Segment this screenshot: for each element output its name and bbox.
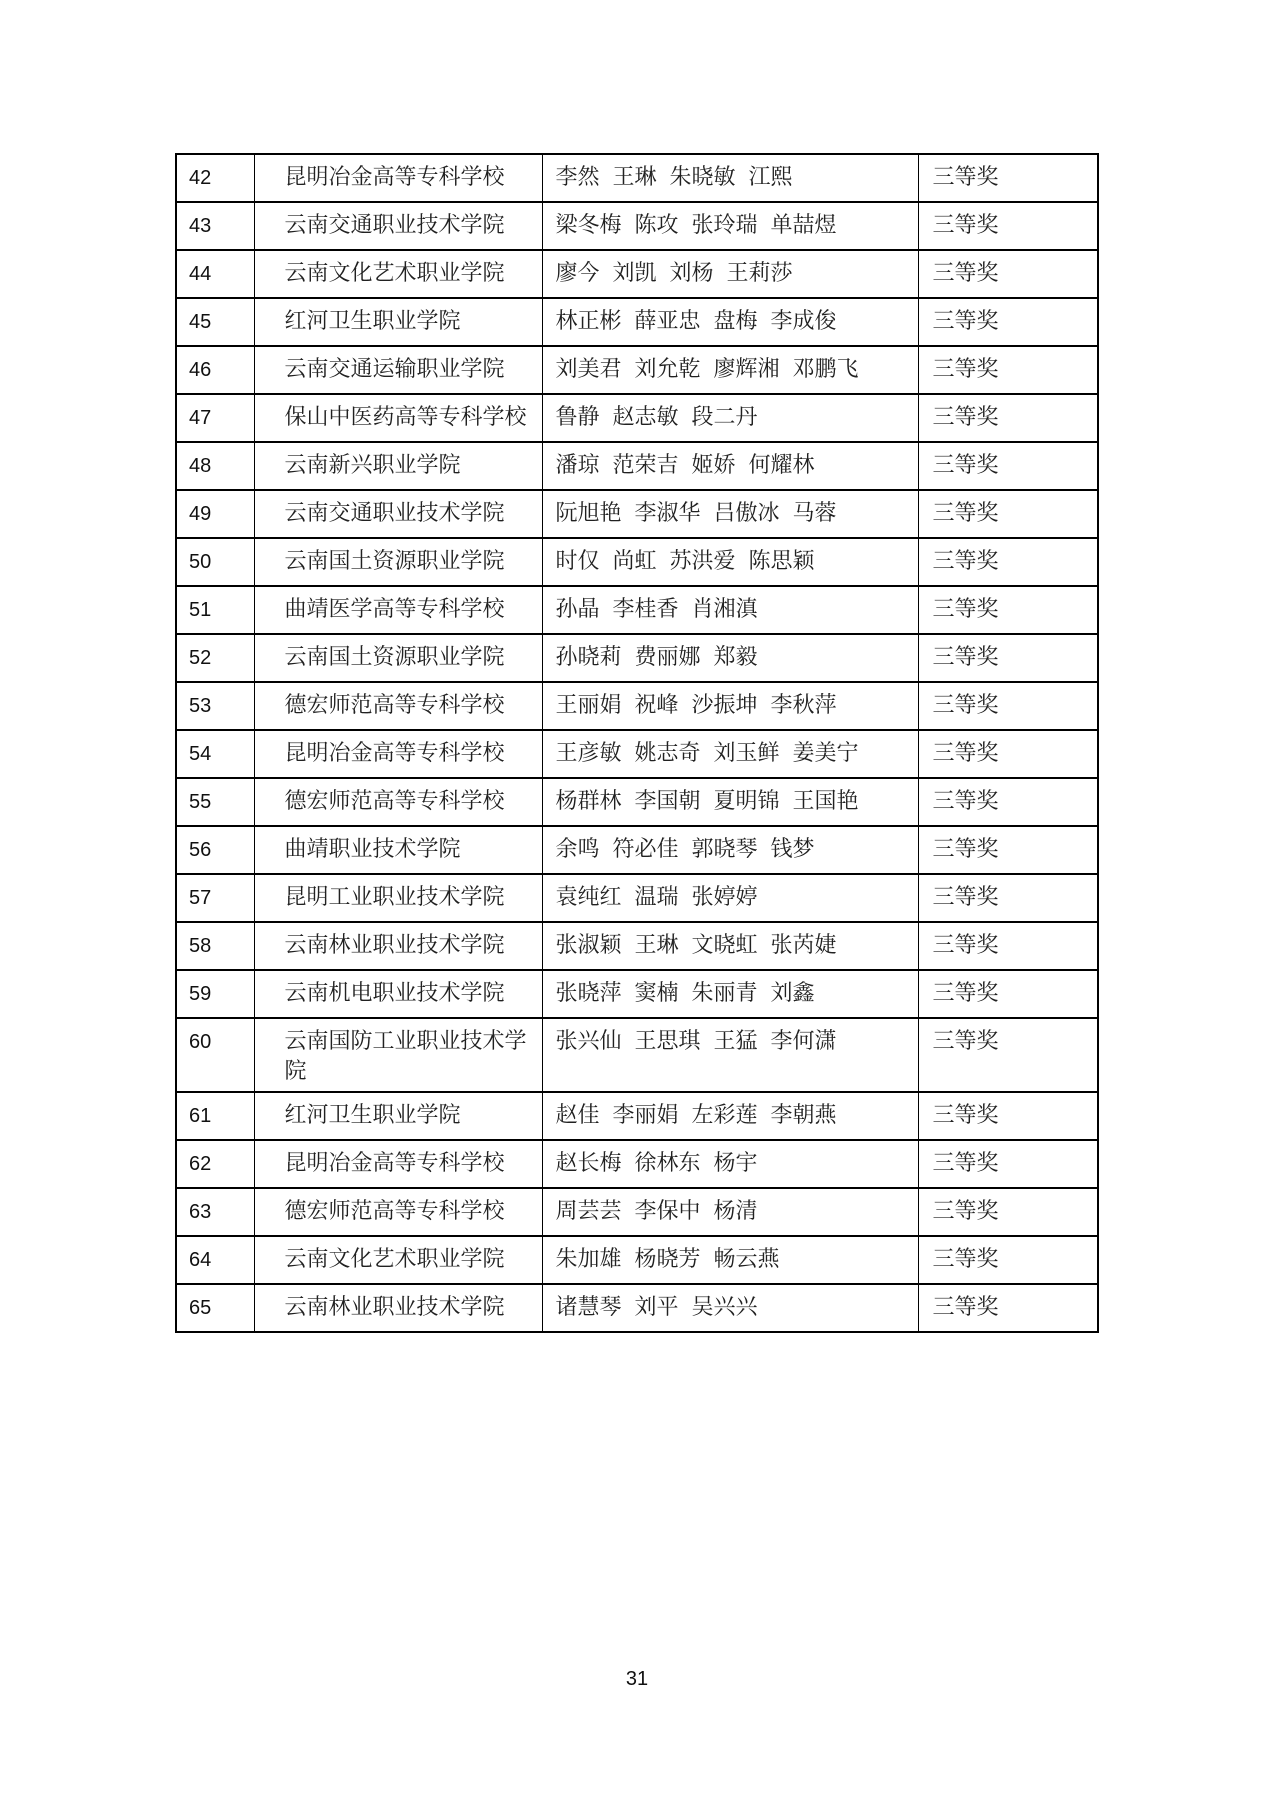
- table-row: [176, 1188, 1098, 1236]
- row-number-cell: 43: [176, 202, 254, 250]
- row-number-cell: 54: [176, 730, 254, 778]
- table-row: [176, 1018, 1098, 1092]
- school-cell: 云南国土资源职业学院: [254, 634, 542, 682]
- row-number-cell: 53: [176, 682, 254, 730]
- names-cell: 张兴仙 王思琪 王猛 李何潇: [542, 1018, 918, 1092]
- school-cell: 云南交通职业技术学院: [254, 490, 542, 538]
- school-cell: 云南林业职业技术学院: [254, 1284, 542, 1332]
- award-cell: 三等奖: [918, 826, 1098, 874]
- names-cell: 杨群林 李国朝 夏明锦 王国艳: [542, 778, 918, 826]
- row-number-cell: 52: [176, 634, 254, 682]
- award-table-body: [176, 154, 1098, 1332]
- school-cell: 昆明冶金高等专科学校: [254, 154, 542, 202]
- row-number-cell: 49: [176, 490, 254, 538]
- row-number-cell: 42: [176, 154, 254, 202]
- school-cell: 昆明工业职业技术学院: [254, 874, 542, 922]
- award-cell: 三等奖: [918, 442, 1098, 490]
- award-cell: 三等奖: [918, 634, 1098, 682]
- school-cell: 云南新兴职业学院: [254, 442, 542, 490]
- award-cell: 三等奖: [918, 1236, 1098, 1284]
- table-row: [176, 682, 1098, 730]
- names-cell: 王丽娟 祝峰 沙振坤 李秋萍: [542, 682, 918, 730]
- school-cell: 云南文化艺术职业学院: [254, 250, 542, 298]
- row-number-cell: 45: [176, 298, 254, 346]
- names-cell: 赵佳 李丽娟 左彩莲 李朝燕: [542, 1092, 918, 1140]
- names-cell: 梁冬梅 陈攻 张玲瑞 单喆煜: [542, 202, 918, 250]
- school-cell: 保山中医药高等专科学校: [254, 394, 542, 442]
- school-cell: 红河卫生职业学院: [254, 1092, 542, 1140]
- award-cell: 三等奖: [918, 682, 1098, 730]
- award-cell: 三等奖: [918, 346, 1098, 394]
- school-cell: 云南林业职业技术学院: [254, 922, 542, 970]
- row-number-cell: 62: [176, 1140, 254, 1188]
- table-row: [176, 970, 1098, 1018]
- school-cell: 云南文化艺术职业学院: [254, 1236, 542, 1284]
- award-table: [175, 153, 1099, 1333]
- table-row: [176, 586, 1098, 634]
- names-cell: 潘琼 范荣吉 姬娇 何耀林: [542, 442, 918, 490]
- school-cell: 德宏师范高等专科学校: [254, 778, 542, 826]
- award-cell: 三等奖: [918, 154, 1098, 202]
- row-number-cell: 60: [176, 1018, 254, 1092]
- award-cell: 三等奖: [918, 1188, 1098, 1236]
- award-cell: 三等奖: [918, 490, 1098, 538]
- row-number-cell: 46: [176, 346, 254, 394]
- table-row: [176, 346, 1098, 394]
- row-number-cell: 58: [176, 922, 254, 970]
- school-cell: 云南机电职业技术学院: [254, 970, 542, 1018]
- row-number-cell: 55: [176, 778, 254, 826]
- award-cell: 三等奖: [918, 1092, 1098, 1140]
- names-cell: 余鸣 符必佳 郭晓琴 钱梦: [542, 826, 918, 874]
- award-cell: 三等奖: [918, 298, 1098, 346]
- names-cell: 张晓萍 窦楠 朱丽青 刘鑫: [542, 970, 918, 1018]
- award-cell: 三等奖: [918, 778, 1098, 826]
- row-number-cell: 44: [176, 250, 254, 298]
- table-row: [176, 1092, 1098, 1140]
- school-cell: 德宏师范高等专科学校: [254, 682, 542, 730]
- row-number-cell: 61: [176, 1092, 254, 1140]
- award-cell: 三等奖: [918, 202, 1098, 250]
- table-row: [176, 442, 1098, 490]
- school-cell: 昆明冶金高等专科学校: [254, 1140, 542, 1188]
- names-cell: 阮旭艳 李淑华 吕傲冰 马蓉: [542, 490, 918, 538]
- award-cell: 三等奖: [918, 922, 1098, 970]
- names-cell: 周芸芸 李保中 杨清: [542, 1188, 918, 1236]
- names-cell: 赵长梅 徐林东 杨宇: [542, 1140, 918, 1188]
- table-row: [176, 154, 1098, 202]
- table-row: [176, 250, 1098, 298]
- row-number-cell: 57: [176, 874, 254, 922]
- names-cell: 朱加雄 杨晓芳 畅云燕: [542, 1236, 918, 1284]
- names-cell: 林正彬 薛亚忠 盘梅 李成俊: [542, 298, 918, 346]
- table-row: [176, 1284, 1098, 1332]
- row-number-cell: 48: [176, 442, 254, 490]
- table-row: [176, 874, 1098, 922]
- award-cell: 三等奖: [918, 1284, 1098, 1332]
- award-cell: 三等奖: [918, 874, 1098, 922]
- table-row: [176, 394, 1098, 442]
- row-number-cell: 63: [176, 1188, 254, 1236]
- table-row: [176, 1236, 1098, 1284]
- names-cell: 刘美君 刘允乾 廖辉湘 邓鹏飞: [542, 346, 918, 394]
- school-cell: 云南国土资源职业学院: [254, 538, 542, 586]
- table-row: [176, 298, 1098, 346]
- award-cell: 三等奖: [918, 970, 1098, 1018]
- award-cell: 三等奖: [918, 730, 1098, 778]
- names-cell: 孙晓莉 费丽娜 郑毅: [542, 634, 918, 682]
- school-cell: 云南交通职业技术学院: [254, 202, 542, 250]
- page-number: 31: [625, 1668, 649, 1690]
- table-row: [176, 1140, 1098, 1188]
- row-number-cell: 50: [176, 538, 254, 586]
- names-cell: 鲁静 赵志敏 段二丹: [542, 394, 918, 442]
- award-cell: 三等奖: [918, 538, 1098, 586]
- names-cell: 张淑颖 王琳 文晓虹 张芮婕: [542, 922, 918, 970]
- names-cell: 时仅 尚虹 苏洪爱 陈思颖: [542, 538, 918, 586]
- table-row: [176, 202, 1098, 250]
- names-cell: 袁纯红 温瑞 张婷婷: [542, 874, 918, 922]
- school-cell: 云南国防工业职业技术学院: [254, 1018, 542, 1092]
- names-cell: 李然 王琳 朱晓敏 江熙: [542, 154, 918, 202]
- school-cell: 曲靖医学高等专科学校: [254, 586, 542, 634]
- table-row: [176, 490, 1098, 538]
- school-cell: 昆明冶金高等专科学校: [254, 730, 542, 778]
- award-cell: 三等奖: [918, 586, 1098, 634]
- table-row: [176, 634, 1098, 682]
- names-cell: 诸慧琴 刘平 吴兴兴: [542, 1284, 918, 1332]
- row-number-cell: 65: [176, 1284, 254, 1332]
- row-number-cell: 59: [176, 970, 254, 1018]
- names-cell: 廖今 刘凯 刘杨 王莉莎: [542, 250, 918, 298]
- row-number-cell: 64: [176, 1236, 254, 1284]
- row-number-cell: 56: [176, 826, 254, 874]
- award-cell: 三等奖: [918, 250, 1098, 298]
- table-row: [176, 538, 1098, 586]
- names-cell: 王彦敏 姚志奇 刘玉鲜 姜美宁: [542, 730, 918, 778]
- school-cell: 德宏师范高等专科学校: [254, 1188, 542, 1236]
- school-cell: 曲靖职业技术学院: [254, 826, 542, 874]
- table-row: [176, 730, 1098, 778]
- award-cell: 三等奖: [918, 394, 1098, 442]
- row-number-cell: 47: [176, 394, 254, 442]
- names-cell: 孙晶 李桂香 肖湘滇: [542, 586, 918, 634]
- award-cell: 三等奖: [918, 1140, 1098, 1188]
- school-cell: 红河卫生职业学院: [254, 298, 542, 346]
- school-cell: 云南交通运输职业学院: [254, 346, 542, 394]
- table-row: [176, 922, 1098, 970]
- row-number-cell: 51: [176, 586, 254, 634]
- table-row: [176, 826, 1098, 874]
- table-row: [176, 778, 1098, 826]
- award-cell: 三等奖: [918, 1018, 1098, 1092]
